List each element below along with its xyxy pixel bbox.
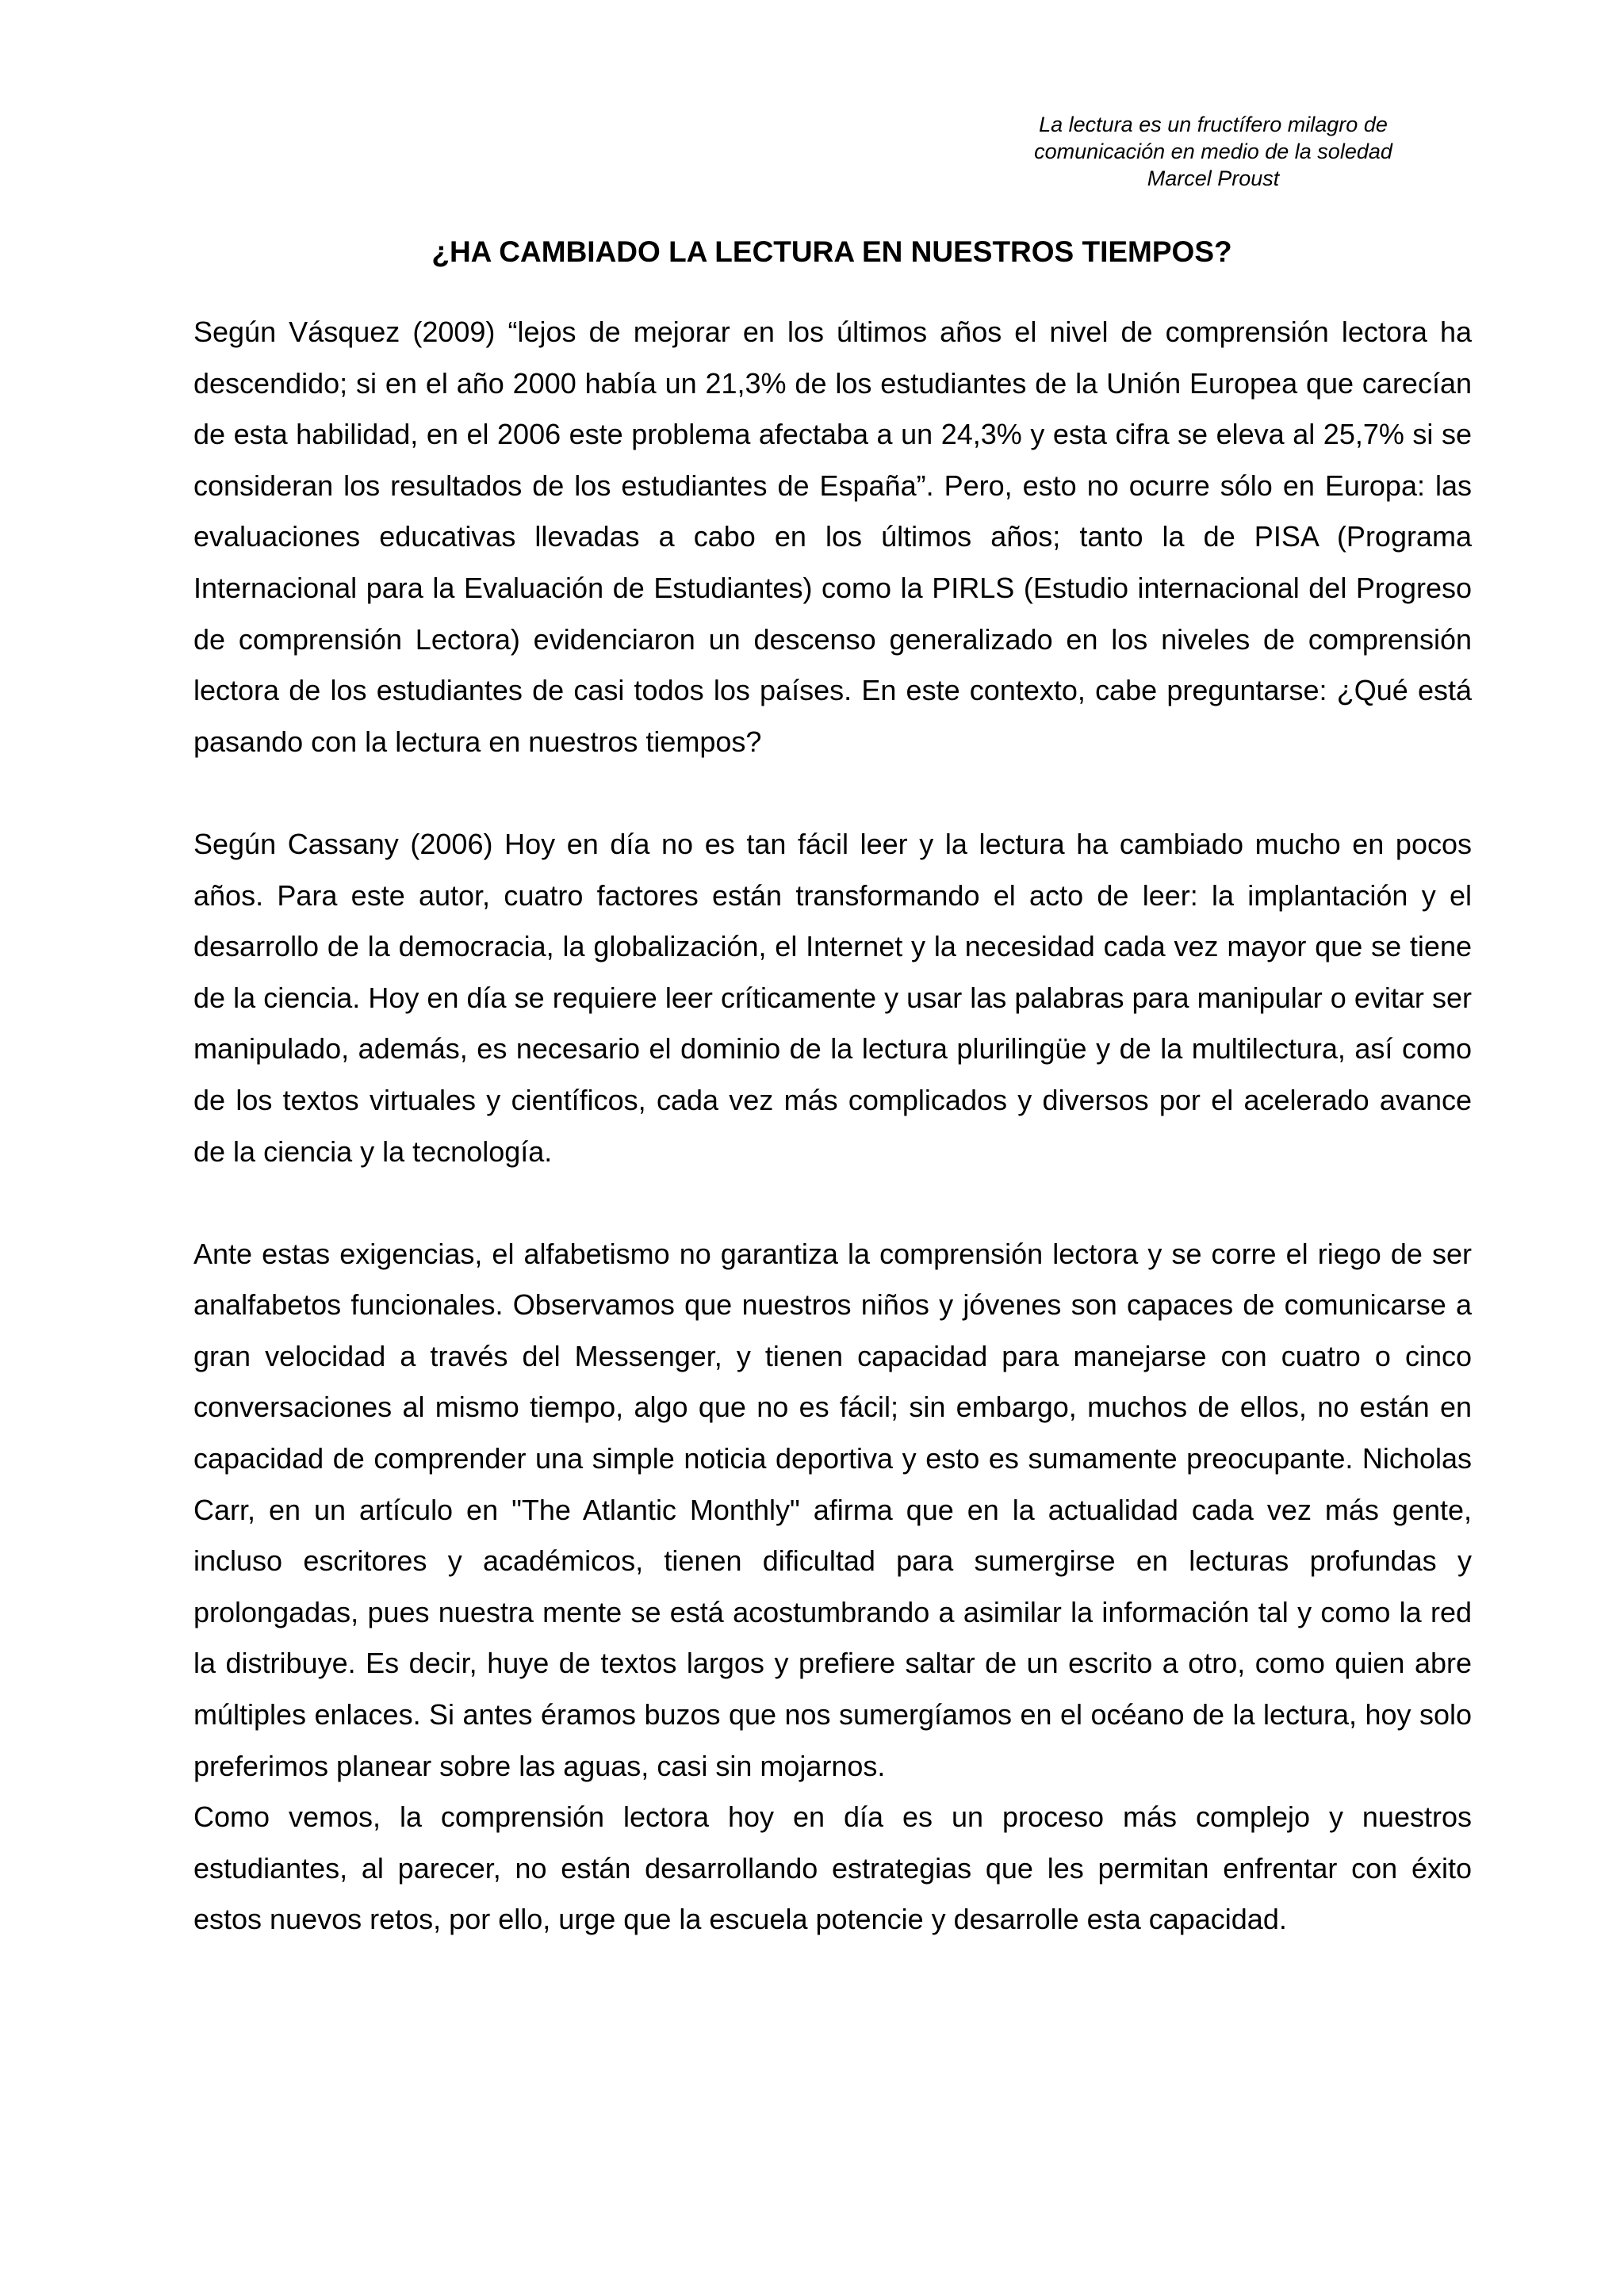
paragraph-conclusion: Como vemos, la comprensión lectora hoy en día es un proceso más complejo y nuestros estudiantes, al parecer, no están desarrollando estrategias que les permitan enfrentar con éxito estos nuevos retos, por ello, urge que la escuela potencie y desarrolle esta capacidad. [193, 1800, 1472, 1936]
paragraph-cassany: Según Cassany (2006) Hoy en día no es tan fácil leer y la lectura ha cambiado mucho en pocos años. Para este autor, cuatro factores están transformando el acto de leer: la implantación y el desarrollo de la democracia, la globalización, el Internet y la necesidad cada vez mayor que se tiene de la ciencia. Hoy en día se requiere leer críticamente y usar las palabras para manipular o evitar ser manipulado, además, es necesario el dominio de la lectura plurilingüe y de la multilectura, así como de los textos virtuales y científicos, cada vez más complicados y diversos por el acelerado avance de la ciencia y la tecnología. [193, 827, 1472, 1168]
epigraph-line-2: comunicación en medio de la soledad [1034, 140, 1392, 163]
epigraph-quote [987, 111, 1439, 192]
epigraph-author: Marcel Proust [1147, 166, 1280, 190]
document-title: ¿HA CAMBIADO LA LECTURA EN NUESTROS TIEMPOS? [431, 235, 1232, 268]
epigraph-line-1: La lectura es un fructífero milagro de [1039, 113, 1388, 136]
paragraph-exigencias: Ante estas exigencias, el alfabetismo no garantiza la comprensión lectora y se corre el riego de ser analfabetos funcionales. Observamos que nuestros niños y jóvenes son capaces de comunicarse a gran velocidad a través del Messenger, y tienen capacidad para manejarse con cuatro o cinco conversaciones al mismo tiempo, algo que no es fácil; sin embargo, muchos de ellos, no están en capacidad de comprender una simple noticia deportiva y esto es sumamente preocupante. Nicholas Carr, en un artículo en "The Atlantic Monthly" afirma que en la actualidad cada vez más gente, incluso escritores y académicos, tienen dificultad para sumergirse en lecturas profundas y prolongadas, pues nuestra mente se está acostumbrando a asimilar la información tal y como la red la distribuye. Es decir, huye de textos largos y prefiere saltar de un escrito a otro, como quien abre múltiples enlaces. Si antes éramos buzos que nos sumergíamos en el océano de la lectura, hoy solo preferimos planear sobre las aguas, casi sin mojarnos. [193, 1237, 1472, 1782]
paragraph-vasquez: Según Vásquez (2009) “lejos de mejorar en los últimos años el nivel de comprensión lectora ha descendido; si en el año 2000 había un 21,3% de los estudiantes de la Unión Europea que carecían de esta habilidad, en el 2006 este problema afectaba a un 24,3% y esta cifra se eleva al 25,7% si se consideran los resultados de los estudiantes de España”. Pero, esto no ocurre sólo en Europa: las evaluaciones educativas llevadas a cabo en los últimos años; tanto la de PISA (Programa Internacional para la Evaluación de Estudiantes) como la PIRLS (Estudio internacional del Progreso de comprensión Lectora) evidenciaron un descenso generalizado en los niveles de comprensión lectora de los estudiantes de casi todos los países. En este contexto, cabe preguntarse: ¿Qué está pasando con la lectura en nuestros tiempos? [193, 316, 1472, 758]
document-body [193, 307, 1472, 1946]
